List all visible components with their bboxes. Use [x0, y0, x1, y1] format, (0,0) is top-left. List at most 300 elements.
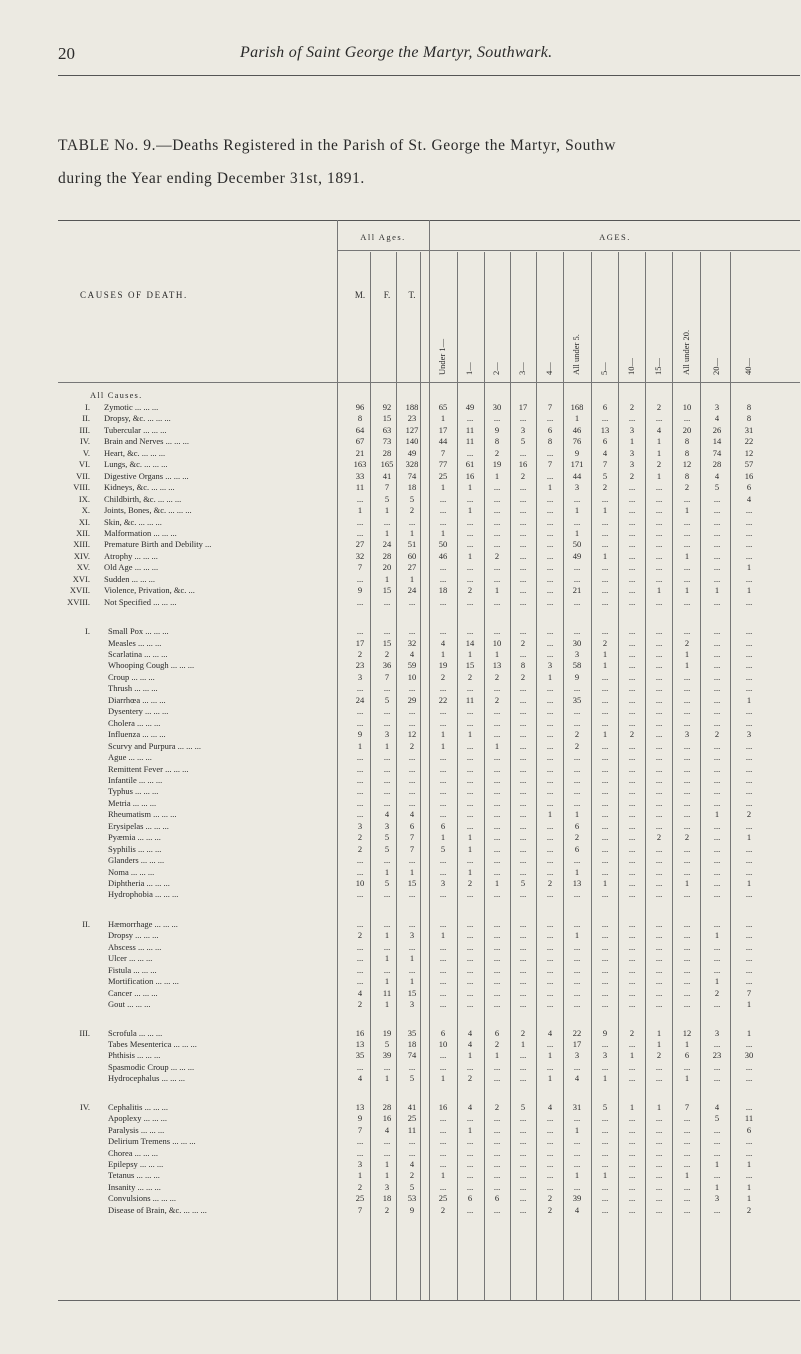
row-cell: 32 — [355, 550, 365, 561]
row-cell: ... — [628, 797, 636, 808]
row-cell: ... — [383, 626, 391, 637]
page-number: 20 — [58, 44, 75, 63]
row-cell: 5 — [714, 482, 720, 493]
row-cell: ... — [439, 562, 447, 573]
row-cell: ... — [493, 809, 501, 820]
row-cell: ... — [655, 493, 663, 504]
row-cell: ... — [408, 626, 416, 637]
row-cell: ... — [628, 505, 636, 516]
row-cell: ... — [356, 976, 364, 987]
row-cell: ... — [713, 964, 721, 975]
row-cell: ... — [573, 573, 581, 584]
row-cell: 1 — [602, 649, 608, 659]
row-cell: 1 — [547, 1073, 553, 1084]
row-cell: 1 — [467, 1124, 473, 1135]
row-cell: 6 — [494, 1193, 500, 1204]
table-row — [58, 649, 800, 660]
row-cell: 2 — [494, 671, 500, 682]
row-cause-name: Tubercular ... ... ... — [104, 424, 167, 435]
row-cell: ... — [628, 573, 636, 584]
row-cell: 28 — [712, 459, 722, 470]
row-cell: ... — [546, 626, 554, 637]
row-cell: 2 — [384, 649, 390, 659]
row-cell: 3 — [440, 878, 446, 888]
table-row — [58, 425, 800, 436]
row-cell: ... — [439, 1050, 447, 1061]
row-cell: 4 — [547, 1101, 553, 1112]
row-cell: ... — [601, 797, 609, 808]
row-cell: ... — [356, 596, 364, 607]
table-row — [58, 494, 800, 505]
row-cell: ... — [745, 1170, 753, 1181]
row-cell: ... — [683, 596, 691, 607]
row-cause-name: Hydrophobia ... ... ... — [108, 889, 179, 900]
row-cell: 7 — [384, 671, 390, 682]
row-number: XIII. — [73, 539, 90, 550]
row-cell: 1 — [494, 470, 500, 481]
row-cell: ... — [745, 976, 753, 987]
row-cell: ... — [683, 740, 691, 751]
row-cell: 65 — [438, 402, 448, 412]
row-cell: ... — [356, 527, 364, 538]
row-cell: ... — [601, 809, 609, 820]
table-row — [58, 551, 800, 562]
row-cell: ... — [573, 752, 581, 763]
row-cause-name: Violence, Privation, &c. ... — [104, 585, 195, 596]
row-cell: ... — [519, 976, 527, 987]
row-cell: ... — [601, 976, 609, 987]
row-cell: 3 — [409, 930, 415, 941]
row-cell: ... — [628, 482, 636, 493]
row-cell: ... — [655, 527, 663, 538]
row-cell: ... — [466, 1181, 474, 1192]
table-row — [58, 1073, 800, 1084]
row-number: XVI. — [72, 573, 90, 584]
row-cell: ... — [745, 941, 753, 952]
row-cell: 6 — [602, 436, 608, 447]
row-cell: ... — [546, 964, 554, 975]
row-cell: ... — [628, 1147, 636, 1158]
row-cell: 1 — [684, 1038, 690, 1049]
row-cell: ... — [655, 964, 663, 975]
row-cell: ... — [683, 493, 691, 504]
row-cell: 4 — [409, 809, 415, 820]
row-cell: 1 — [384, 1073, 390, 1084]
row-cell: ... — [601, 889, 609, 900]
row-cell: 1 — [440, 740, 446, 751]
row-cell: ... — [546, 637, 554, 648]
row-cell: 32 — [407, 637, 417, 648]
row-cell: ... — [745, 918, 753, 929]
row-cell: 1 — [467, 505, 473, 516]
row-cell: ... — [713, 1061, 721, 1072]
row-cell: ... — [655, 550, 663, 561]
row-cell: ... — [493, 1204, 501, 1215]
row-cell: ... — [466, 1147, 474, 1158]
row-cell: 16 — [355, 1027, 365, 1038]
row-cell: ... — [466, 953, 474, 964]
row-cell: 1 — [440, 1170, 446, 1181]
row-cell: 1 — [574, 930, 580, 941]
row-cell: ... — [601, 930, 609, 941]
row-cell: ... — [655, 820, 663, 831]
row-cell: ... — [713, 505, 721, 516]
row-cell: 8 — [520, 660, 526, 671]
table-row — [58, 482, 800, 493]
row-cell: ... — [745, 889, 753, 900]
row-cell: ... — [546, 855, 554, 866]
row-cell: ... — [601, 527, 609, 538]
table-row — [58, 855, 800, 866]
row-cell: ... — [519, 889, 527, 900]
row-cell: 1 — [384, 505, 390, 516]
row-cell: 7 — [746, 987, 752, 998]
row-cell: 12 — [744, 447, 754, 458]
row-number: I. — [85, 402, 90, 412]
table-row — [58, 867, 800, 878]
row-cell: 328 — [405, 459, 419, 470]
row-cell: ... — [713, 493, 721, 504]
row-cell: 1 — [746, 832, 752, 843]
row-cell: 77 — [438, 459, 448, 470]
row-cell: ... — [745, 1136, 753, 1147]
row-cell: 1 — [467, 482, 473, 493]
row-cell: 2 — [357, 832, 363, 843]
row-cell: ... — [439, 797, 447, 808]
row-cell: 57 — [744, 459, 754, 470]
row-cell: ... — [683, 1181, 691, 1192]
row-cause-name: Disease of Brain, &c. ... ... ... — [108, 1204, 207, 1215]
row-cell: ... — [601, 683, 609, 694]
row-cell: 2 — [494, 1038, 500, 1049]
row-number: XIV. — [73, 550, 90, 561]
row-cell: ... — [519, 797, 527, 808]
row-cell: ... — [713, 786, 721, 797]
row-cell: ... — [713, 1170, 721, 1181]
row-cell: ... — [493, 999, 501, 1010]
row-cell: ... — [713, 1147, 721, 1158]
row-cell: ... — [655, 539, 663, 550]
row-cell: ... — [713, 1073, 721, 1084]
row-cell: ... — [519, 626, 527, 637]
row-cell: 1 — [629, 436, 635, 447]
row-cell: 19 — [492, 459, 502, 470]
row-cell: ... — [628, 649, 636, 659]
row-cell: ... — [745, 855, 753, 866]
row-cell: ... — [713, 637, 721, 648]
row-cell: 15 — [407, 987, 417, 998]
row-cell: ... — [601, 786, 609, 797]
row-cell: 3 — [684, 729, 690, 740]
row-cell: 24 — [382, 539, 392, 550]
row-cell: ... — [519, 717, 527, 728]
row-cell: 2 — [467, 1073, 473, 1084]
row-cell: ... — [655, 763, 663, 774]
row-cell: ... — [466, 1204, 474, 1215]
row-cell: 25 — [438, 1193, 448, 1204]
row-cell: ... — [683, 797, 691, 808]
row-cell: 17 — [438, 424, 448, 435]
row-cell: ... — [493, 763, 501, 774]
row-cell: ... — [683, 527, 691, 538]
table-row — [58, 718, 800, 729]
row-cell: ... — [683, 953, 691, 964]
row-cell: ... — [628, 941, 636, 952]
row-cell: ... — [655, 740, 663, 751]
row-cell: 2 — [409, 1170, 415, 1181]
row-cell: ... — [628, 786, 636, 797]
row-cell: ... — [713, 878, 721, 888]
row-cell: 10 — [407, 671, 417, 682]
row-cell: ... — [655, 1170, 663, 1181]
table-row — [58, 528, 800, 539]
row-cell: 4 — [357, 1073, 363, 1084]
row-cell: 2 — [494, 1101, 500, 1112]
row-cell: ... — [439, 626, 447, 637]
row-cell: ... — [546, 832, 554, 843]
row-cell: 41 — [382, 470, 392, 481]
row-cell: ... — [601, 1204, 609, 1215]
row-cell: ... — [493, 855, 501, 866]
row-cell: 1 — [746, 562, 752, 573]
row-cell: ... — [408, 1061, 416, 1072]
row-number: XII. — [76, 527, 90, 538]
row-number: IV. — [80, 1101, 90, 1112]
table-row — [58, 1136, 800, 1147]
table-row — [58, 930, 800, 941]
row-cell: 5 — [440, 843, 446, 854]
row-cell: ... — [439, 516, 447, 527]
row-cell: ... — [683, 1113, 691, 1124]
row-cause-name: Delirium Tremens ... ... ... — [108, 1136, 196, 1147]
row-cause-name: Kidneys, &c. ... ... ... — [104, 482, 175, 493]
row-cell: ... — [745, 740, 753, 751]
table-caption-line2: during the Year ending December 31st, 1891. — [58, 170, 365, 187]
row-cell: ... — [519, 918, 527, 929]
row-cell: 74 — [407, 470, 417, 481]
row-cell: ... — [439, 918, 447, 929]
row-cell: 16 — [744, 470, 754, 481]
row-cell: ... — [519, 649, 527, 659]
row-cell: ... — [519, 1136, 527, 1147]
row-cell: ... — [356, 516, 364, 527]
row-cell: 33 — [355, 470, 365, 481]
row-cell: ... — [573, 516, 581, 527]
row-cell: ... — [601, 573, 609, 584]
row-cell: 3 — [714, 402, 720, 412]
row-cell: 3 — [574, 649, 580, 659]
row-cell: 7 — [440, 447, 446, 458]
row-cell: ... — [655, 660, 663, 671]
row-cause-name: Chorea ... ... ... — [108, 1147, 159, 1158]
row-cell: ... — [628, 585, 636, 596]
row-cell: ... — [519, 505, 527, 516]
row-cell: 4 — [357, 987, 363, 998]
row-number: IX. — [78, 493, 90, 504]
table-row — [58, 471, 800, 482]
row-cause-name: Tetanus ... ... ... — [108, 1170, 160, 1181]
row-cell: ... — [466, 527, 474, 538]
row-cell: ... — [519, 987, 527, 998]
row-cell: ... — [546, 516, 554, 527]
row-cell: 6 — [494, 1027, 500, 1038]
row-cell: ... — [745, 717, 753, 728]
row-cell: 6 — [602, 402, 608, 412]
table-row — [58, 764, 800, 775]
row-cell: 3 — [409, 999, 415, 1010]
row-cause-name: Mortification ... ... ... — [108, 976, 179, 987]
row-cell: 15 — [382, 585, 392, 596]
row-cell: ... — [628, 1124, 636, 1135]
row-cell: ... — [383, 706, 391, 717]
row-cell: ... — [546, 413, 554, 424]
row-cell: ... — [713, 832, 721, 843]
row-cell: 15 — [382, 413, 392, 424]
row-cell: 25 — [407, 1113, 417, 1124]
row-cell: ... — [745, 671, 753, 682]
row-cell: 2 — [746, 1204, 752, 1215]
row-cause-name: Diarrhœa ... ... ... — [108, 694, 166, 705]
row-cell: 3 — [629, 459, 635, 470]
row-cell: ... — [408, 596, 416, 607]
row-cell: ... — [745, 706, 753, 717]
row-cell: ... — [519, 585, 527, 596]
row-cell: ... — [408, 797, 416, 808]
row-cell: ... — [493, 516, 501, 527]
row-cell: ... — [713, 797, 721, 808]
row-cell: ... — [493, 1113, 501, 1124]
row-cell: ... — [683, 918, 691, 929]
row-cell: ... — [683, 809, 691, 820]
row-cell: ... — [519, 855, 527, 866]
row-cause-name: Metria ... ... ... — [108, 797, 157, 808]
row-cell: ... — [356, 706, 364, 717]
row-cell: 1 — [746, 1181, 752, 1192]
table-row — [58, 574, 800, 585]
row-cell: 1 — [629, 1101, 635, 1112]
row-cell: ... — [356, 797, 364, 808]
row-cause-name: Infantile ... ... ... — [108, 774, 163, 785]
row-cell: 2 — [629, 1027, 635, 1038]
row-cell: 1 — [684, 550, 690, 561]
row-cell: ... — [713, 1124, 721, 1135]
row-cell: 171 — [570, 459, 584, 470]
row-cell: ... — [745, 964, 753, 975]
row-cell: 50 — [572, 539, 582, 550]
row-cell: ... — [493, 752, 501, 763]
row-cell: 5 — [409, 1073, 415, 1084]
table-row — [58, 1028, 800, 1039]
row-cell: ... — [356, 1061, 364, 1072]
row-cell: ... — [655, 729, 663, 740]
row-cell: ... — [655, 889, 663, 900]
row-cell: ... — [601, 706, 609, 717]
row-cell: ... — [493, 562, 501, 573]
row-cell: ... — [439, 953, 447, 964]
row-number: V. — [82, 447, 90, 458]
age-col-header-7: 10— — [626, 358, 636, 375]
row-cell: 2 — [467, 878, 473, 888]
row-cell: ... — [655, 482, 663, 493]
row-cell: ... — [546, 596, 554, 607]
row-cell: ... — [546, 1136, 554, 1147]
row-cell: ... — [519, 1061, 527, 1072]
row-cell: 1 — [440, 413, 446, 424]
row-cell: 30 — [572, 637, 582, 648]
row-cell: 1 — [357, 505, 363, 516]
row-cell: ... — [519, 683, 527, 694]
row-cell: 1 — [409, 866, 415, 877]
row-cell: ... — [519, 550, 527, 561]
row-cell: ... — [546, 573, 554, 584]
row-cell: ... — [713, 855, 721, 866]
row-cell: 1 — [494, 878, 500, 888]
row-cell: ... — [408, 1147, 416, 1158]
row-cell: ... — [519, 573, 527, 584]
row-cell: ... — [573, 493, 581, 504]
row-cell: 5 — [384, 694, 390, 705]
table-row — [58, 1039, 800, 1050]
row-cell: 18 — [382, 1193, 392, 1204]
row-cell: ... — [655, 855, 663, 866]
row-cell: ... — [683, 671, 691, 682]
row-cell: ... — [573, 706, 581, 717]
row-cell: ... — [519, 596, 527, 607]
row-cell: 2 — [440, 671, 446, 682]
row-cell: 1 — [547, 1050, 553, 1061]
table-row — [58, 729, 800, 740]
row-cell: 2 — [520, 671, 526, 682]
row-cause-name: Thrush ... ... ... — [108, 683, 158, 694]
row-cell: 2 — [384, 1204, 390, 1215]
row-cell: 188 — [405, 402, 419, 412]
row-cell: ... — [683, 1204, 691, 1215]
row-cell: 2 — [656, 1050, 662, 1061]
row-cell: ... — [408, 855, 416, 866]
table-row — [58, 672, 800, 683]
row-cell: 3 — [714, 1027, 720, 1038]
row-cell: ... — [655, 1073, 663, 1084]
row-cell: 2 — [656, 459, 662, 470]
row-cell: ... — [601, 626, 609, 637]
table-row — [58, 459, 800, 470]
row-cell: ... — [573, 683, 581, 694]
row-cell: ... — [601, 1193, 609, 1204]
row-cell: 1 — [547, 671, 553, 682]
row-cell: 31 — [572, 1101, 582, 1112]
row-cell: 15 — [465, 660, 475, 671]
row-cell: 1 — [440, 729, 446, 740]
row-cause-name: Paralysis ... ... ... — [108, 1124, 165, 1135]
table-row — [58, 660, 800, 671]
row-cell: 15 — [407, 878, 417, 888]
row-cell: ... — [408, 1136, 416, 1147]
row-cell: ... — [601, 752, 609, 763]
row-cell: ... — [628, 832, 636, 843]
row-cell: ... — [356, 626, 364, 637]
row-cell: ... — [601, 740, 609, 751]
row-cell: ... — [546, 683, 554, 694]
row-cell: ... — [439, 774, 447, 785]
row-cause-name: Fistula ... ... ... — [108, 964, 157, 975]
table-row — [58, 832, 800, 843]
row-cell: ... — [655, 976, 663, 987]
row-cell: ... — [439, 573, 447, 584]
row-cell: ... — [356, 786, 364, 797]
row-cell: ... — [601, 918, 609, 929]
table-row — [58, 798, 800, 809]
row-cell: ... — [493, 786, 501, 797]
